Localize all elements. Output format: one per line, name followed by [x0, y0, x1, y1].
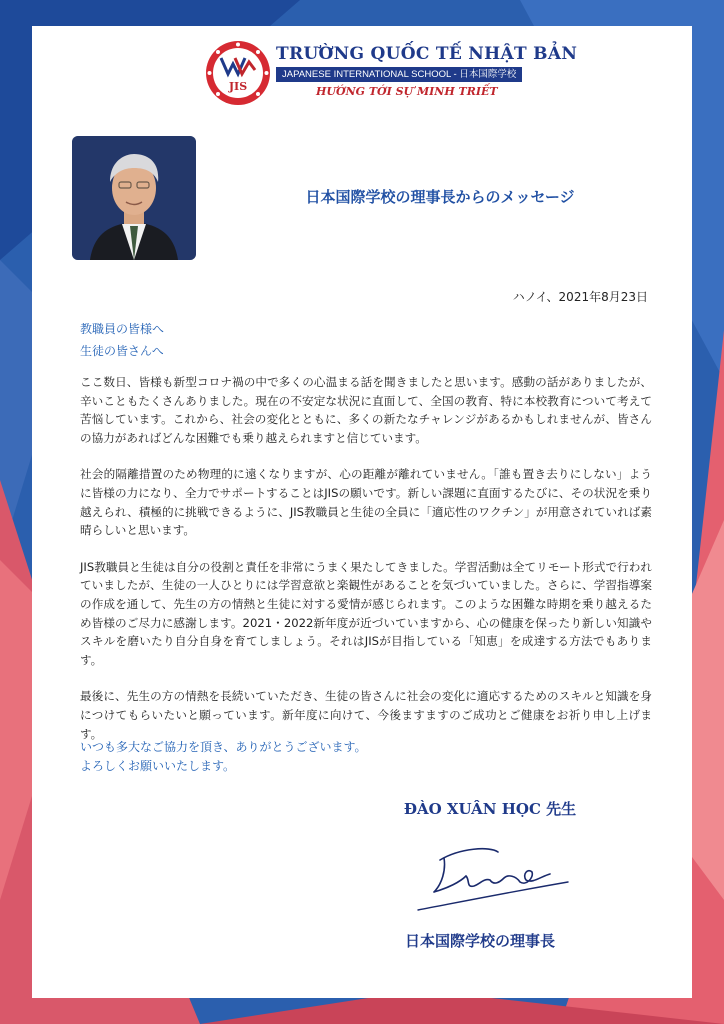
school-english-name: JAPANESE INTERNATIONAL SCHOOL - 日本国際学校 [276, 67, 522, 82]
school-logo [205, 40, 578, 112]
closing-line: よろしくお願いいたします。 [80, 759, 236, 773]
signer-name [380, 798, 600, 819]
letter-body [80, 373, 652, 761]
school-motto: HƯỚNG TỚI SỰ MINH TRIẾT [316, 85, 498, 98]
closing [80, 738, 640, 776]
seal-text: JIS [228, 80, 248, 93]
school-name: TRƯỜNG QUỐC TẾ NHẬT BẢN [276, 44, 578, 64]
body-paragraph: 最後に、先生の方の情熱を長続いていただき、生徒の皆さんに社会の変化に適応するためのスキルと知識を身につけてもらいたいと願っています。新年度に向けて、今後ますますのご成功とご健康をお祈り申し上げます。 [80, 689, 652, 741]
closing-line: いつも多大なご協力を頂き、ありがとうございます。 [80, 740, 367, 754]
page-title: 日本国際学校の理事長からのメッセージ [305, 188, 575, 206]
salutation-line: 教職員の皆様へ [80, 322, 165, 336]
body-paragraph: ここ数日、皆様も新型コロナ禍の中で多くの心温まる話を聞きましたと思います。感動の話がありましたが、辛いこともたくさんありました。現在の不安定な状況に直面して、全国の教育、特に本校教育について考えて苦悩しています。これから、社会の変化とともに、多くの新たなチャレンジがあるかもしれませんが、皆さんの協力があればどんな困難でも乗り越えられますと信じています。 [80, 375, 652, 445]
signer-honorific: 先生 [546, 800, 577, 818]
salutation-line: 生徒の皆さんへ [80, 344, 164, 358]
salutation [80, 318, 640, 362]
school-seal-icon [205, 40, 271, 106]
letter-date: ハノイ、2021年8月23日 [512, 290, 648, 304]
portrait-image [72, 136, 196, 260]
chairman-portrait [72, 136, 196, 260]
body-paragraph: JIS教職員と生徒は自分の役割と責任を非常にうまく果たしてきました。学習活動は全てリモート形式で行われていましたが、生徒の一人ひとりには学習意欲と楽観性があることを気づいていました。さらに、学習指導案の作成を通して、先生の方の情熱と生徒に対する愛情が感じられます。このような困難な時期を乗り越えるため皆様のご尽力に感謝します。2021・2022新年度が近づいていますから、心の健康を保ったり新しい知識やスキルを磨いたり自分自身を育てしましょう。それはJISが目指している「知恵」を成達する方法でもあります。 [80, 559, 652, 667]
handwritten-signature [400, 830, 580, 920]
signer-full-name: ĐÀO XUÂN HỌC [403, 800, 541, 818]
body-paragraph: 社会的隔離措置のため物理的に遠くなりますが、心の距離が離れていません。「誰も置き去りにしない」ように皆様の力になり、全力でサポートすることはJISの願いです。新しい課題に直面するたびに、その状況を乗り越えられ、積極的に挑戦できるように、JIS教職員と生徒の全員に「適応性のワクチン」が用意されていれば素晴らしいと思います。 [80, 467, 652, 538]
signer-role: 日本国際学校の理事長 [404, 932, 555, 950]
